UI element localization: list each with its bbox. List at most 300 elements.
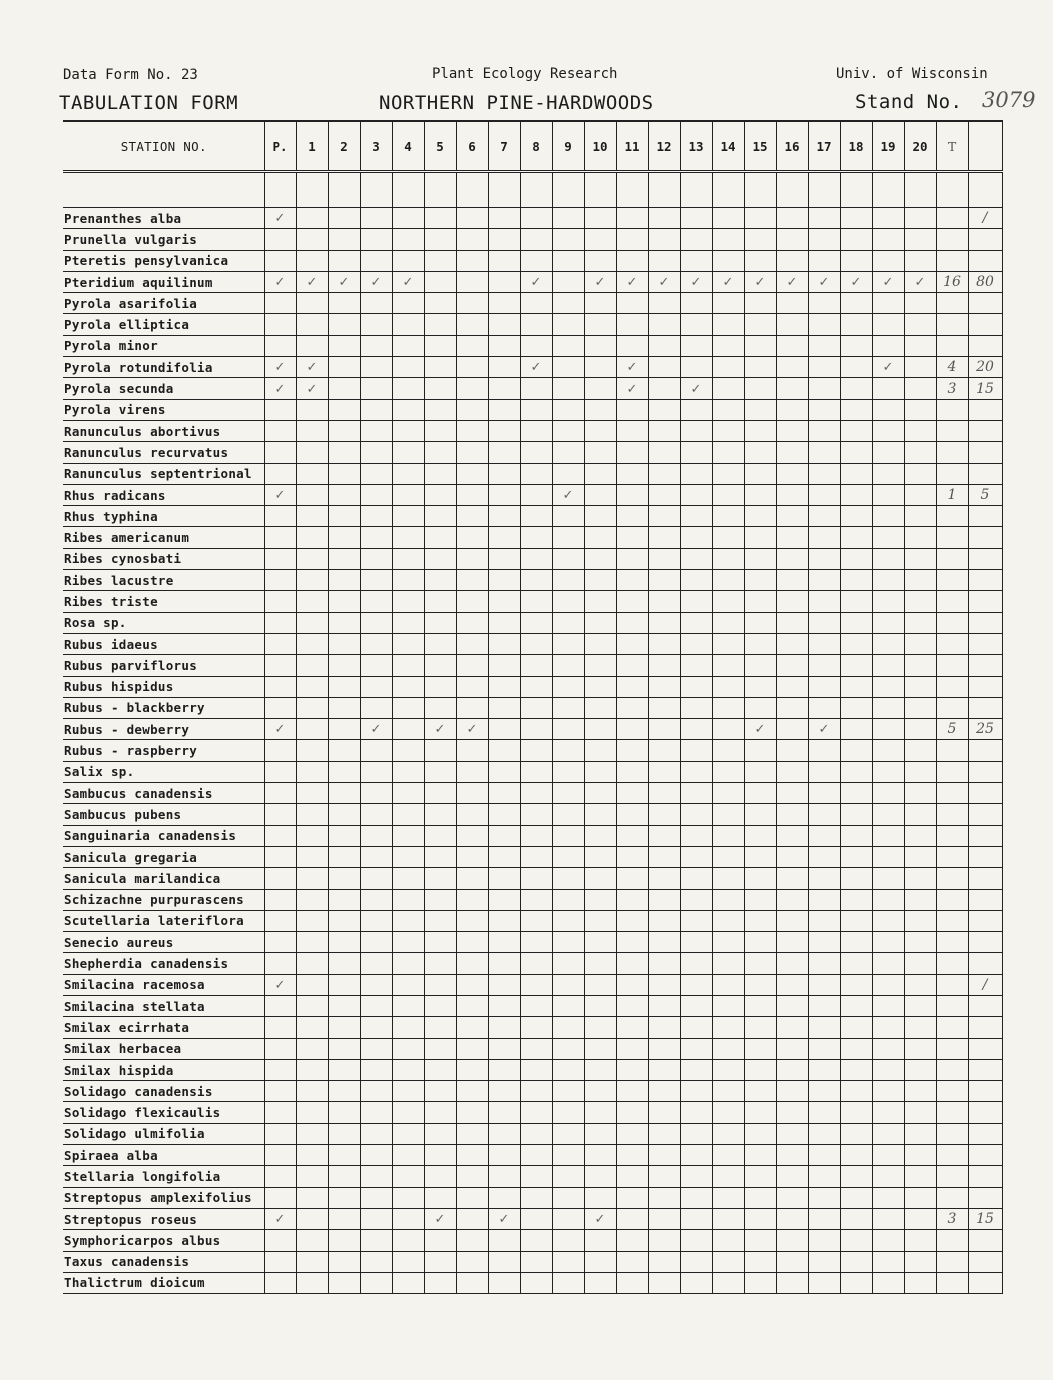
frequency-cell[interactable] [968, 591, 1002, 612]
tally-cell[interactable] [744, 910, 776, 931]
tally-cell[interactable] [872, 846, 904, 867]
tally-cell[interactable] [808, 1081, 840, 1102]
tally-cell[interactable] [520, 506, 552, 527]
tally-cell[interactable] [872, 719, 904, 740]
tally-cell[interactable] [584, 463, 616, 484]
tally-cell[interactable] [744, 527, 776, 548]
tally-cell[interactable] [456, 825, 488, 846]
tally-cell[interactable] [648, 314, 680, 335]
tally-cell[interactable] [840, 1166, 872, 1187]
tally-cell[interactable] [264, 463, 296, 484]
tally-cell[interactable] [424, 889, 456, 910]
tally-cell[interactable] [872, 612, 904, 633]
tally-cell[interactable] [456, 506, 488, 527]
tally-cell[interactable] [872, 1187, 904, 1208]
tally-cell[interactable] [648, 484, 680, 505]
tally-cell[interactable] [584, 250, 616, 271]
tally-cell[interactable] [392, 804, 424, 825]
tally-cell[interactable] [616, 527, 648, 548]
tally-cell[interactable] [808, 271, 840, 292]
total-cell[interactable] [936, 229, 968, 250]
tally-cell[interactable] [296, 1038, 328, 1059]
total-cell[interactable] [936, 783, 968, 804]
tally-cell[interactable] [488, 1102, 520, 1123]
tally-cell[interactable] [744, 868, 776, 889]
tally-cell[interactable] [296, 378, 328, 399]
total-cell[interactable] [936, 655, 968, 676]
tally-cell[interactable] [680, 314, 712, 335]
tally-cell[interactable] [360, 953, 392, 974]
tally-cell[interactable] [616, 868, 648, 889]
total-cell[interactable]: 4 [936, 357, 968, 378]
tally-cell[interactable] [904, 1038, 936, 1059]
tally-cell[interactable] [584, 591, 616, 612]
tally-cell[interactable] [648, 995, 680, 1016]
tally-cell[interactable] [584, 1208, 616, 1229]
tally-cell[interactable] [776, 697, 808, 718]
tally-cell[interactable] [520, 1166, 552, 1187]
tally-cell[interactable] [616, 995, 648, 1016]
tally-cell[interactable] [424, 761, 456, 782]
tally-cell[interactable] [360, 271, 392, 292]
tally-cell[interactable] [392, 484, 424, 505]
tally-cell[interactable] [584, 293, 616, 314]
tally-cell[interactable] [520, 1187, 552, 1208]
tally-cell[interactable] [680, 889, 712, 910]
tally-cell[interactable] [552, 1166, 584, 1187]
tally-cell[interactable] [488, 1166, 520, 1187]
tally-cell[interactable] [872, 1102, 904, 1123]
tally-cell[interactable] [552, 953, 584, 974]
tally-cell[interactable] [968, 172, 1002, 208]
frequency-cell[interactable] [968, 335, 1002, 356]
tally-cell[interactable] [712, 633, 744, 654]
tally-cell[interactable] [552, 335, 584, 356]
tally-cell[interactable] [520, 783, 552, 804]
tally-cell[interactable] [872, 484, 904, 505]
tally-cell[interactable] [488, 399, 520, 420]
tally-cell[interactable] [296, 172, 328, 208]
tally-cell[interactable] [680, 1251, 712, 1272]
tally-cell[interactable] [520, 1208, 552, 1229]
tally-cell[interactable] [712, 1102, 744, 1123]
tally-cell[interactable] [776, 974, 808, 995]
tally-cell[interactable] [264, 633, 296, 654]
tally-cell[interactable] [328, 740, 360, 761]
tally-cell[interactable] [392, 953, 424, 974]
tally-cell[interactable] [584, 1230, 616, 1251]
tally-cell[interactable] [424, 1102, 456, 1123]
tally-cell[interactable] [680, 506, 712, 527]
tally-cell[interactable] [360, 335, 392, 356]
tally-cell[interactable] [424, 1145, 456, 1166]
tally-cell[interactable] [840, 208, 872, 229]
tally-cell[interactable] [360, 208, 392, 229]
total-cell[interactable] [936, 910, 968, 931]
tally-cell[interactable] [488, 1187, 520, 1208]
tally-cell[interactable] [904, 995, 936, 1016]
tally-cell[interactable] [872, 591, 904, 612]
tally-cell[interactable] [264, 1081, 296, 1102]
tally-cell[interactable] [360, 442, 392, 463]
tally-cell[interactable] [744, 378, 776, 399]
frequency-cell[interactable] [968, 1251, 1002, 1272]
tally-cell[interactable] [904, 1272, 936, 1293]
total-cell[interactable] [936, 612, 968, 633]
tally-cell[interactable] [776, 932, 808, 953]
tally-cell[interactable] [776, 1230, 808, 1251]
tally-cell[interactable] [296, 420, 328, 441]
tally-cell[interactable] [264, 804, 296, 825]
tally-cell[interactable] [744, 974, 776, 995]
tally-cell[interactable] [264, 1102, 296, 1123]
tally-cell[interactable] [744, 1145, 776, 1166]
tally-cell[interactable] [712, 357, 744, 378]
tally-cell[interactable] [712, 1145, 744, 1166]
tally-cell[interactable] [488, 910, 520, 931]
tally-cell[interactable] [744, 783, 776, 804]
tally-cell[interactable] [584, 527, 616, 548]
tally-cell[interactable] [520, 378, 552, 399]
tally-cell[interactable] [840, 1081, 872, 1102]
tally-cell[interactable] [424, 783, 456, 804]
tally-cell[interactable] [520, 953, 552, 974]
tally-cell[interactable] [264, 1017, 296, 1038]
tally-cell[interactable] [712, 889, 744, 910]
tally-cell[interactable] [360, 1038, 392, 1059]
tally-cell[interactable] [264, 719, 296, 740]
tally-cell[interactable] [904, 783, 936, 804]
tally-cell[interactable] [904, 378, 936, 399]
tally-cell[interactable] [552, 378, 584, 399]
tally-cell[interactable] [904, 676, 936, 697]
tally-cell[interactable] [456, 591, 488, 612]
tally-cell[interactable] [424, 271, 456, 292]
tally-cell[interactable] [904, 1102, 936, 1123]
tally-cell[interactable] [808, 1145, 840, 1166]
tally-cell[interactable] [680, 1145, 712, 1166]
tally-cell[interactable] [520, 1230, 552, 1251]
tally-cell[interactable] [616, 548, 648, 569]
tally-cell[interactable] [264, 548, 296, 569]
tally-cell[interactable] [808, 484, 840, 505]
tally-cell[interactable] [264, 1187, 296, 1208]
tally-cell[interactable] [328, 548, 360, 569]
tally-cell[interactable] [616, 953, 648, 974]
tally-cell[interactable] [904, 172, 936, 208]
tally-cell[interactable] [264, 314, 296, 335]
tally-cell[interactable] [584, 974, 616, 995]
tally-cell[interactable] [552, 208, 584, 229]
tally-cell[interactable] [488, 953, 520, 974]
tally-cell[interactable] [840, 1230, 872, 1251]
tally-cell[interactable] [712, 548, 744, 569]
tally-cell[interactable] [488, 1208, 520, 1229]
tally-cell[interactable] [744, 548, 776, 569]
tally-cell[interactable] [488, 740, 520, 761]
tally-cell[interactable] [360, 1230, 392, 1251]
tally-cell[interactable] [584, 314, 616, 335]
frequency-cell[interactable] [968, 442, 1002, 463]
tally-cell[interactable] [296, 953, 328, 974]
tally-cell[interactable] [808, 1017, 840, 1038]
tally-cell[interactable] [328, 420, 360, 441]
tally-cell[interactable] [360, 719, 392, 740]
tally-cell[interactable] [584, 612, 616, 633]
tally-cell[interactable] [712, 591, 744, 612]
tally-cell[interactable] [456, 271, 488, 292]
tally-cell[interactable] [840, 740, 872, 761]
tally-cell[interactable] [712, 1059, 744, 1080]
tally-cell[interactable] [680, 1038, 712, 1059]
tally-cell[interactable] [424, 846, 456, 867]
tally-cell[interactable] [328, 442, 360, 463]
tally-cell[interactable] [904, 761, 936, 782]
tally-cell[interactable] [360, 378, 392, 399]
tally-cell[interactable] [392, 314, 424, 335]
tally-cell[interactable] [616, 719, 648, 740]
tally-cell[interactable] [648, 1017, 680, 1038]
tally-cell[interactable] [776, 1038, 808, 1059]
tally-cell[interactable] [520, 740, 552, 761]
tally-cell[interactable] [648, 783, 680, 804]
frequency-cell[interactable] [968, 995, 1002, 1016]
tally-cell[interactable] [904, 1166, 936, 1187]
tally-cell[interactable] [744, 463, 776, 484]
tally-cell[interactable] [296, 506, 328, 527]
tally-cell[interactable] [424, 974, 456, 995]
frequency-cell[interactable] [968, 633, 1002, 654]
tally-cell[interactable] [840, 1251, 872, 1272]
tally-cell[interactable] [360, 655, 392, 676]
tally-cell[interactable] [392, 1251, 424, 1272]
frequency-cell[interactable] [968, 1017, 1002, 1038]
tally-cell[interactable] [840, 463, 872, 484]
tally-cell[interactable] [744, 591, 776, 612]
tally-cell[interactable] [648, 399, 680, 420]
tally-cell[interactable] [488, 1145, 520, 1166]
tally-cell[interactable] [584, 1081, 616, 1102]
tally-cell[interactable] [904, 463, 936, 484]
tally-cell[interactable] [712, 804, 744, 825]
tally-cell[interactable] [744, 570, 776, 591]
tally-cell[interactable] [808, 442, 840, 463]
tally-cell[interactable] [648, 1145, 680, 1166]
tally-cell[interactable] [680, 1208, 712, 1229]
tally-cell[interactable] [776, 804, 808, 825]
tally-cell[interactable] [552, 846, 584, 867]
tally-cell[interactable] [904, 420, 936, 441]
tally-cell[interactable] [328, 783, 360, 804]
frequency-cell[interactable]: 15 [968, 1208, 1002, 1229]
tally-cell[interactable] [680, 1017, 712, 1038]
tally-cell[interactable] [840, 995, 872, 1016]
tally-cell[interactable] [872, 676, 904, 697]
tally-cell[interactable] [424, 335, 456, 356]
tally-cell[interactable] [520, 761, 552, 782]
tally-cell[interactable] [328, 591, 360, 612]
tally-cell[interactable] [424, 357, 456, 378]
tally-cell[interactable] [360, 697, 392, 718]
tally-cell[interactable] [552, 697, 584, 718]
tally-cell[interactable] [584, 1038, 616, 1059]
tally-cell[interactable] [808, 910, 840, 931]
tally-cell[interactable] [392, 868, 424, 889]
tally-cell[interactable] [392, 442, 424, 463]
tally-cell[interactable] [392, 910, 424, 931]
tally-cell[interactable] [584, 825, 616, 846]
tally-cell[interactable] [328, 612, 360, 633]
tally-cell[interactable] [808, 719, 840, 740]
tally-cell[interactable] [808, 1102, 840, 1123]
tally-cell[interactable] [488, 846, 520, 867]
tally-cell[interactable] [616, 1251, 648, 1272]
tally-cell[interactable] [296, 208, 328, 229]
tally-cell[interactable] [552, 1272, 584, 1293]
tally-cell[interactable] [872, 1208, 904, 1229]
frequency-cell[interactable] [968, 783, 1002, 804]
tally-cell[interactable] [392, 1081, 424, 1102]
frequency-cell[interactable] [968, 1102, 1002, 1123]
tally-cell[interactable] [616, 463, 648, 484]
tally-cell[interactable] [808, 1123, 840, 1144]
tally-cell[interactable] [776, 548, 808, 569]
tally-cell[interactable] [712, 1187, 744, 1208]
tally-cell[interactable] [616, 1187, 648, 1208]
tally-cell[interactable] [264, 591, 296, 612]
frequency-cell[interactable] [968, 229, 1002, 250]
tally-cell[interactable] [872, 889, 904, 910]
tally-cell[interactable] [296, 825, 328, 846]
tally-cell[interactable] [680, 172, 712, 208]
tally-cell[interactable] [872, 1272, 904, 1293]
tally-cell[interactable] [744, 1102, 776, 1123]
tally-cell[interactable] [648, 1251, 680, 1272]
tally-cell[interactable] [520, 442, 552, 463]
tally-cell[interactable] [296, 995, 328, 1016]
tally-cell[interactable] [584, 697, 616, 718]
tally-cell[interactable] [296, 932, 328, 953]
tally-cell[interactable] [584, 1102, 616, 1123]
tally-cell[interactable] [424, 506, 456, 527]
tally-cell[interactable] [648, 846, 680, 867]
tally-cell[interactable] [456, 208, 488, 229]
tally-cell[interactable] [744, 804, 776, 825]
tally-cell[interactable] [392, 612, 424, 633]
tally-cell[interactable] [744, 740, 776, 761]
tally-cell[interactable] [296, 527, 328, 548]
tally-cell[interactable] [616, 910, 648, 931]
tally-cell[interactable] [712, 910, 744, 931]
tally-cell[interactable] [872, 570, 904, 591]
tally-cell[interactable] [552, 740, 584, 761]
tally-cell[interactable] [264, 1059, 296, 1080]
tally-cell[interactable] [776, 1102, 808, 1123]
tally-cell[interactable] [328, 1102, 360, 1123]
tally-cell[interactable] [328, 314, 360, 335]
tally-cell[interactable] [904, 1145, 936, 1166]
tally-cell[interactable] [488, 463, 520, 484]
tally-cell[interactable] [904, 974, 936, 995]
tally-cell[interactable] [744, 889, 776, 910]
tally-cell[interactable] [424, 1123, 456, 1144]
tally-cell[interactable] [808, 378, 840, 399]
tally-cell[interactable] [360, 761, 392, 782]
tally-cell[interactable] [840, 889, 872, 910]
tally-cell[interactable] [648, 612, 680, 633]
tally-cell[interactable] [392, 229, 424, 250]
tally-cell[interactable] [904, 229, 936, 250]
tally-cell[interactable] [648, 1187, 680, 1208]
tally-cell[interactable] [552, 932, 584, 953]
tally-cell[interactable] [744, 1230, 776, 1251]
tally-cell[interactable] [264, 676, 296, 697]
tally-cell[interactable] [488, 250, 520, 271]
tally-cell[interactable] [584, 1059, 616, 1080]
tally-cell[interactable] [392, 506, 424, 527]
tally-cell[interactable] [392, 783, 424, 804]
tally-cell[interactable] [840, 172, 872, 208]
tally-cell[interactable] [872, 463, 904, 484]
total-cell[interactable] [936, 995, 968, 1016]
tally-cell[interactable] [456, 293, 488, 314]
tally-cell[interactable] [616, 889, 648, 910]
tally-cell[interactable] [360, 995, 392, 1016]
tally-cell[interactable] [776, 527, 808, 548]
tally-cell[interactable] [904, 591, 936, 612]
tally-cell[interactable] [328, 633, 360, 654]
tally-cell[interactable] [392, 1102, 424, 1123]
tally-cell[interactable] [584, 172, 616, 208]
tally-cell[interactable] [520, 357, 552, 378]
tally-cell[interactable] [360, 420, 392, 441]
tally-cell[interactable] [552, 442, 584, 463]
tally-cell[interactable] [584, 1017, 616, 1038]
tally-cell[interactable] [328, 1272, 360, 1293]
tally-cell[interactable] [680, 335, 712, 356]
tally-cell[interactable] [296, 271, 328, 292]
total-cell[interactable] [936, 399, 968, 420]
tally-cell[interactable] [616, 1123, 648, 1144]
tally-cell[interactable] [872, 208, 904, 229]
tally-cell[interactable] [456, 314, 488, 335]
total-cell[interactable]: 3 [936, 1208, 968, 1229]
tally-cell[interactable] [552, 761, 584, 782]
tally-cell[interactable] [840, 804, 872, 825]
tally-cell[interactable] [424, 208, 456, 229]
tally-cell[interactable] [488, 271, 520, 292]
tally-cell[interactable] [392, 995, 424, 1016]
tally-cell[interactable] [264, 570, 296, 591]
tally-cell[interactable] [584, 271, 616, 292]
total-cell[interactable] [936, 314, 968, 335]
tally-cell[interactable] [616, 740, 648, 761]
tally-cell[interactable] [360, 1017, 392, 1038]
tally-cell[interactable] [360, 1187, 392, 1208]
tally-cell[interactable] [392, 570, 424, 591]
total-cell[interactable] [936, 1230, 968, 1251]
tally-cell[interactable] [456, 1081, 488, 1102]
total-cell[interactable] [936, 761, 968, 782]
tally-cell[interactable] [584, 1187, 616, 1208]
tally-cell[interactable] [808, 697, 840, 718]
frequency-cell[interactable] [968, 761, 1002, 782]
tally-cell[interactable] [712, 570, 744, 591]
frequency-cell[interactable] [968, 293, 1002, 314]
tally-cell[interactable] [744, 633, 776, 654]
tally-cell[interactable] [520, 868, 552, 889]
tally-cell[interactable] [424, 1230, 456, 1251]
